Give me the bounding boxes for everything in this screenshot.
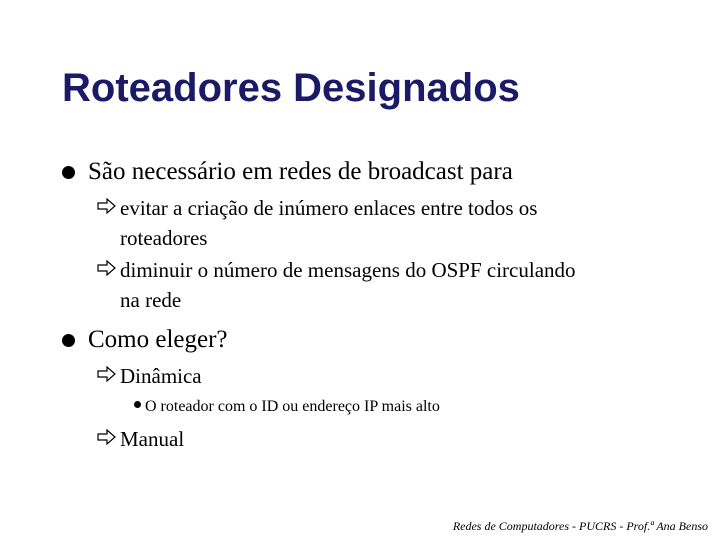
sub-bullet-line: Manual xyxy=(120,427,185,451)
sub-sub-bullet-text: O roteador com o ID ou endereço IP mais alto xyxy=(145,398,440,415)
footer-credit: Redes de Computadores - PUCRS - Prof.ª Ana Benso xyxy=(452,519,708,533)
small-dot-bullet-icon xyxy=(134,401,141,408)
bullet-text: Como eleger? xyxy=(88,326,228,353)
page-title: Roteadores Designados xyxy=(62,66,520,110)
sub-bullet-item xyxy=(120,193,537,253)
sub-bullet-line: diminuir o número de mensagens do OSPF circulando xyxy=(120,258,576,282)
hollow-arrow-bullet-icon xyxy=(97,429,117,445)
sub-bullet-item xyxy=(120,361,202,391)
sub-bullet-line: evitar a criação de inúmero enlaces entre todos os xyxy=(120,196,538,220)
sub-sub-bullet-item xyxy=(134,397,440,417)
sub-bullet-item xyxy=(120,255,576,315)
bullet-item xyxy=(88,157,513,187)
bullet-item xyxy=(88,325,228,355)
sub-bullet-item xyxy=(120,424,184,454)
sub-bullet-line: roteadores xyxy=(120,226,208,250)
hollow-arrow-bullet-icon xyxy=(97,260,117,276)
sub-bullet-line: na rede xyxy=(120,288,182,312)
sub-bullet-line: Dinâmica xyxy=(120,364,202,388)
hollow-arrow-bullet-icon xyxy=(97,366,117,382)
filled-circle-bullet-icon xyxy=(62,166,75,179)
bullet-text: São necessário em redes de broadcast para xyxy=(88,158,513,185)
hollow-arrow-bullet-icon xyxy=(97,198,117,214)
filled-circle-bullet-icon xyxy=(62,334,75,347)
